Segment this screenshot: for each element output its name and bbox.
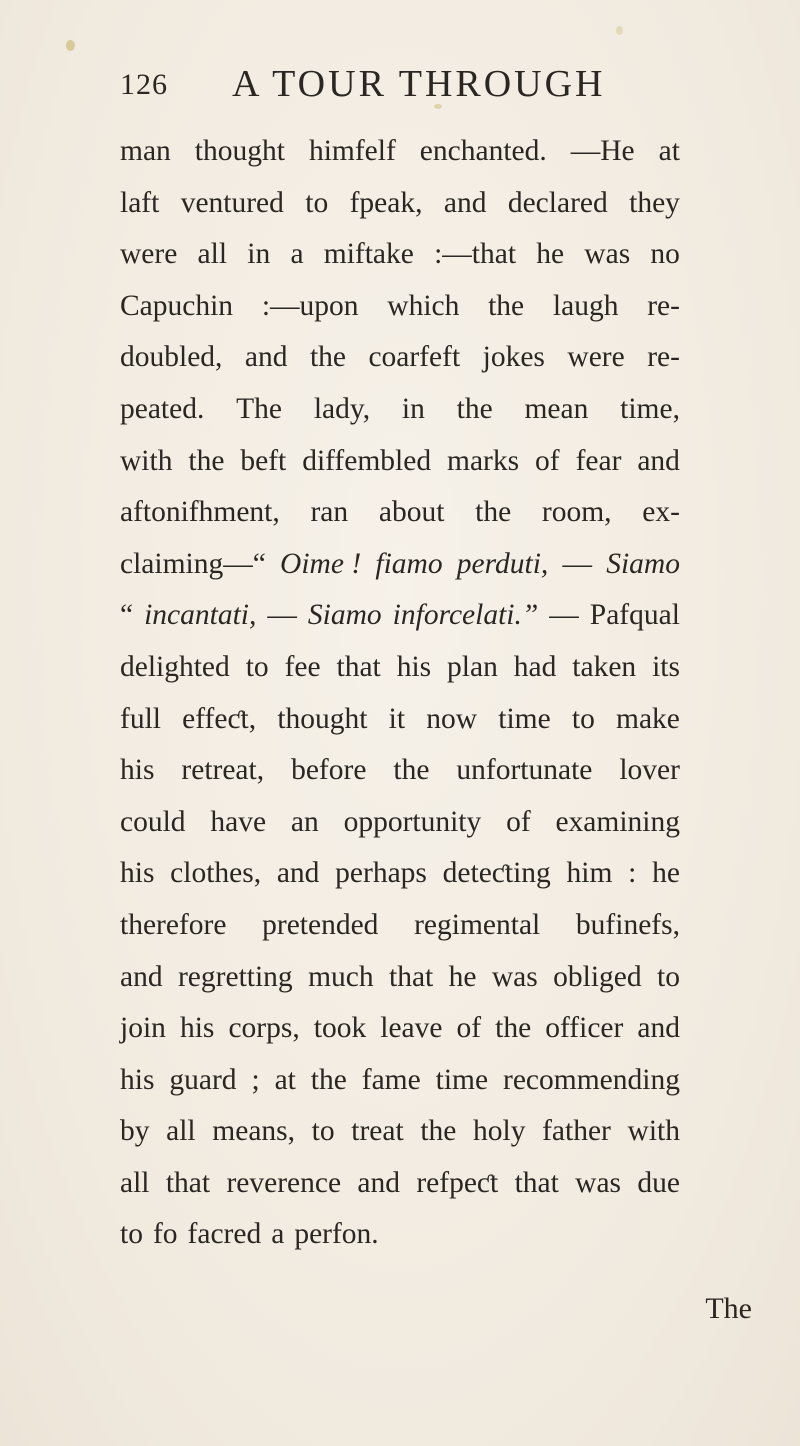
word: bufinefs, xyxy=(575,908,680,941)
word: at xyxy=(274,1063,296,1096)
text-line xyxy=(120,1003,680,1055)
word: ran xyxy=(310,496,349,529)
word: and xyxy=(357,1166,400,1199)
word: claiming—“ xyxy=(120,547,266,580)
word: was xyxy=(491,960,538,993)
word: —He xyxy=(570,135,635,167)
word: obliged xyxy=(553,960,642,993)
text-line xyxy=(120,745,680,797)
word: of xyxy=(506,805,531,838)
word: fee xyxy=(284,650,321,683)
page-header xyxy=(120,62,680,105)
word: effeƈt, xyxy=(182,702,257,735)
word: about xyxy=(378,496,445,529)
word: doubled, xyxy=(120,341,223,374)
word: to xyxy=(657,960,680,993)
text-line xyxy=(120,178,680,230)
word: a xyxy=(271,1218,285,1251)
word: ventured xyxy=(180,186,284,219)
word: all xyxy=(120,1166,150,1199)
body-text xyxy=(120,126,680,1261)
word: was xyxy=(584,238,631,271)
word: and xyxy=(244,341,288,374)
word: had xyxy=(513,650,557,683)
word: the xyxy=(456,392,493,425)
word: recommending xyxy=(503,1063,680,1096)
word: before xyxy=(291,754,367,787)
word: ; xyxy=(251,1063,260,1096)
word: the xyxy=(310,1063,347,1096)
word: fpeak, xyxy=(349,186,423,219)
text-line xyxy=(120,487,680,539)
word: — xyxy=(562,547,593,580)
catchword: The xyxy=(705,1292,752,1325)
word: himfelf xyxy=(308,135,396,167)
word: time, xyxy=(620,392,680,425)
text-line xyxy=(120,1106,680,1158)
word: that xyxy=(165,1166,211,1199)
word: lover xyxy=(619,754,680,787)
word: perduti, xyxy=(456,547,549,580)
word: clothes, xyxy=(170,857,262,890)
word: he xyxy=(536,238,565,271)
word: join xyxy=(120,1012,166,1045)
word: inforcelati.” xyxy=(392,599,539,632)
word: : xyxy=(628,857,637,890)
text-line xyxy=(120,952,680,1004)
word: Siamo xyxy=(307,599,382,632)
word: :—that xyxy=(434,238,517,271)
word: the xyxy=(488,289,525,322)
word: man xyxy=(120,135,171,167)
word: time xyxy=(498,702,551,735)
word: laft xyxy=(120,186,160,219)
word: fame xyxy=(361,1063,421,1096)
word: refpeƈt xyxy=(416,1166,499,1199)
word: officer xyxy=(545,1012,624,1045)
text-line xyxy=(120,590,680,642)
word: took xyxy=(313,1012,367,1045)
word: ex- xyxy=(642,496,680,529)
word: a xyxy=(290,238,304,271)
word: an xyxy=(290,805,319,838)
word: the xyxy=(495,1012,532,1045)
word: now xyxy=(426,702,478,735)
word: peated. xyxy=(120,392,205,425)
word: to xyxy=(311,1115,335,1148)
word: were xyxy=(567,341,625,374)
word: :—upon xyxy=(261,289,359,322)
word: Oime ! xyxy=(280,547,362,580)
word: marks xyxy=(447,444,520,477)
word: aftonifhment, xyxy=(120,496,280,529)
word: fear xyxy=(575,444,622,477)
word: lady, xyxy=(313,392,371,425)
word: in xyxy=(247,238,271,271)
word: were xyxy=(120,238,178,271)
word: that xyxy=(389,960,434,993)
word: and xyxy=(443,186,487,219)
word: all xyxy=(197,238,228,271)
word: — xyxy=(267,599,297,632)
word: his xyxy=(120,754,155,787)
word: the xyxy=(309,341,346,374)
word: laugh xyxy=(552,289,619,322)
word: him xyxy=(566,857,613,890)
page-number: 126 xyxy=(120,68,168,101)
text-line xyxy=(120,539,680,591)
word: means, xyxy=(212,1115,296,1148)
word: The xyxy=(236,392,283,425)
word: thought xyxy=(277,702,368,735)
word: his xyxy=(120,857,155,890)
word: father xyxy=(542,1115,611,1148)
word: examining xyxy=(555,805,680,838)
word: treat xyxy=(351,1115,404,1148)
word: mean xyxy=(524,392,589,425)
word: and xyxy=(120,960,163,993)
word: full xyxy=(120,702,161,735)
word: room, xyxy=(541,496,612,529)
text-line xyxy=(120,1055,680,1107)
word: at xyxy=(658,135,680,167)
word: the xyxy=(475,496,512,529)
text-line xyxy=(120,126,680,178)
word: with xyxy=(120,444,173,477)
word: delighted xyxy=(120,650,230,683)
word: regretting xyxy=(177,960,293,993)
word: that xyxy=(514,1166,559,1199)
word: taken xyxy=(572,650,637,683)
word: of xyxy=(535,444,560,477)
text-line xyxy=(120,281,680,333)
word: corps, xyxy=(228,1012,300,1045)
word: and xyxy=(637,1012,680,1045)
word: fiamo xyxy=(375,547,443,580)
word: was xyxy=(575,1166,622,1199)
text-line xyxy=(120,332,680,384)
paper-speck xyxy=(66,40,75,51)
word: regimental xyxy=(414,908,541,941)
word: they xyxy=(629,186,680,219)
word: time xyxy=(435,1063,489,1096)
word: fo xyxy=(152,1218,178,1251)
text-line xyxy=(120,848,680,900)
word: due xyxy=(637,1166,680,1199)
word: unfortunate xyxy=(456,754,593,787)
running-title: A TOUR THROUGH xyxy=(232,63,606,105)
word: the xyxy=(393,754,430,787)
paper-speck xyxy=(616,26,623,35)
word: it xyxy=(388,702,406,735)
word: therefore xyxy=(120,908,227,941)
word: that xyxy=(336,650,381,683)
word: perfon. xyxy=(294,1218,379,1251)
word: reverence xyxy=(226,1166,342,1199)
word: to xyxy=(120,1218,143,1251)
word: the xyxy=(188,444,225,477)
word: perhaps xyxy=(335,857,427,890)
word: its xyxy=(652,650,680,683)
text-line xyxy=(120,1209,680,1261)
word: have xyxy=(210,805,267,838)
word: his xyxy=(179,1012,215,1045)
word: coarfeft xyxy=(368,341,461,374)
word: miftake xyxy=(323,238,414,271)
word: guard xyxy=(169,1063,237,1096)
text-line xyxy=(120,642,680,694)
word: of xyxy=(456,1012,482,1045)
word: and xyxy=(276,857,320,890)
word: to xyxy=(245,650,269,683)
word: holy xyxy=(473,1115,526,1148)
word: in xyxy=(401,392,425,425)
text-line xyxy=(120,694,680,746)
word: he xyxy=(448,960,477,993)
word: Siamo xyxy=(606,547,680,580)
text-line xyxy=(120,1158,680,1210)
word: could xyxy=(120,805,186,838)
word: Capuchin xyxy=(120,289,234,322)
word: facred xyxy=(187,1218,262,1251)
word: thought xyxy=(194,135,285,167)
word: re- xyxy=(647,289,680,322)
word: “ xyxy=(120,599,134,632)
text-line xyxy=(120,797,680,849)
word: no xyxy=(650,238,680,271)
word: his xyxy=(120,1063,155,1096)
word: — xyxy=(549,599,579,632)
word: to xyxy=(305,186,329,219)
word: his xyxy=(396,650,432,683)
word: all xyxy=(166,1115,196,1148)
text-line xyxy=(120,900,680,952)
word: by xyxy=(120,1115,150,1148)
word: with xyxy=(627,1115,680,1148)
word: diffembled xyxy=(302,444,432,477)
word: pretended xyxy=(262,908,379,941)
word: opportunity xyxy=(343,805,482,838)
word: Pafqual xyxy=(589,599,680,632)
word: he xyxy=(652,857,680,890)
word: declared xyxy=(507,186,608,219)
text-line xyxy=(120,229,680,281)
word: re- xyxy=(647,341,680,374)
word: enchanted. xyxy=(419,135,547,167)
text-line xyxy=(120,436,680,488)
word: make xyxy=(616,702,680,735)
word: incantati, xyxy=(144,599,257,632)
text-line xyxy=(120,384,680,436)
word: which xyxy=(387,289,460,322)
word: much xyxy=(308,960,374,993)
word: plan xyxy=(447,650,498,683)
word: retreat, xyxy=(181,754,265,787)
word: the xyxy=(420,1115,457,1148)
word: beft xyxy=(240,444,287,477)
word: deteƈting xyxy=(442,857,551,890)
word: and xyxy=(637,444,680,477)
word: jokes xyxy=(482,341,545,374)
word: leave xyxy=(380,1012,443,1045)
word: to xyxy=(571,702,595,735)
